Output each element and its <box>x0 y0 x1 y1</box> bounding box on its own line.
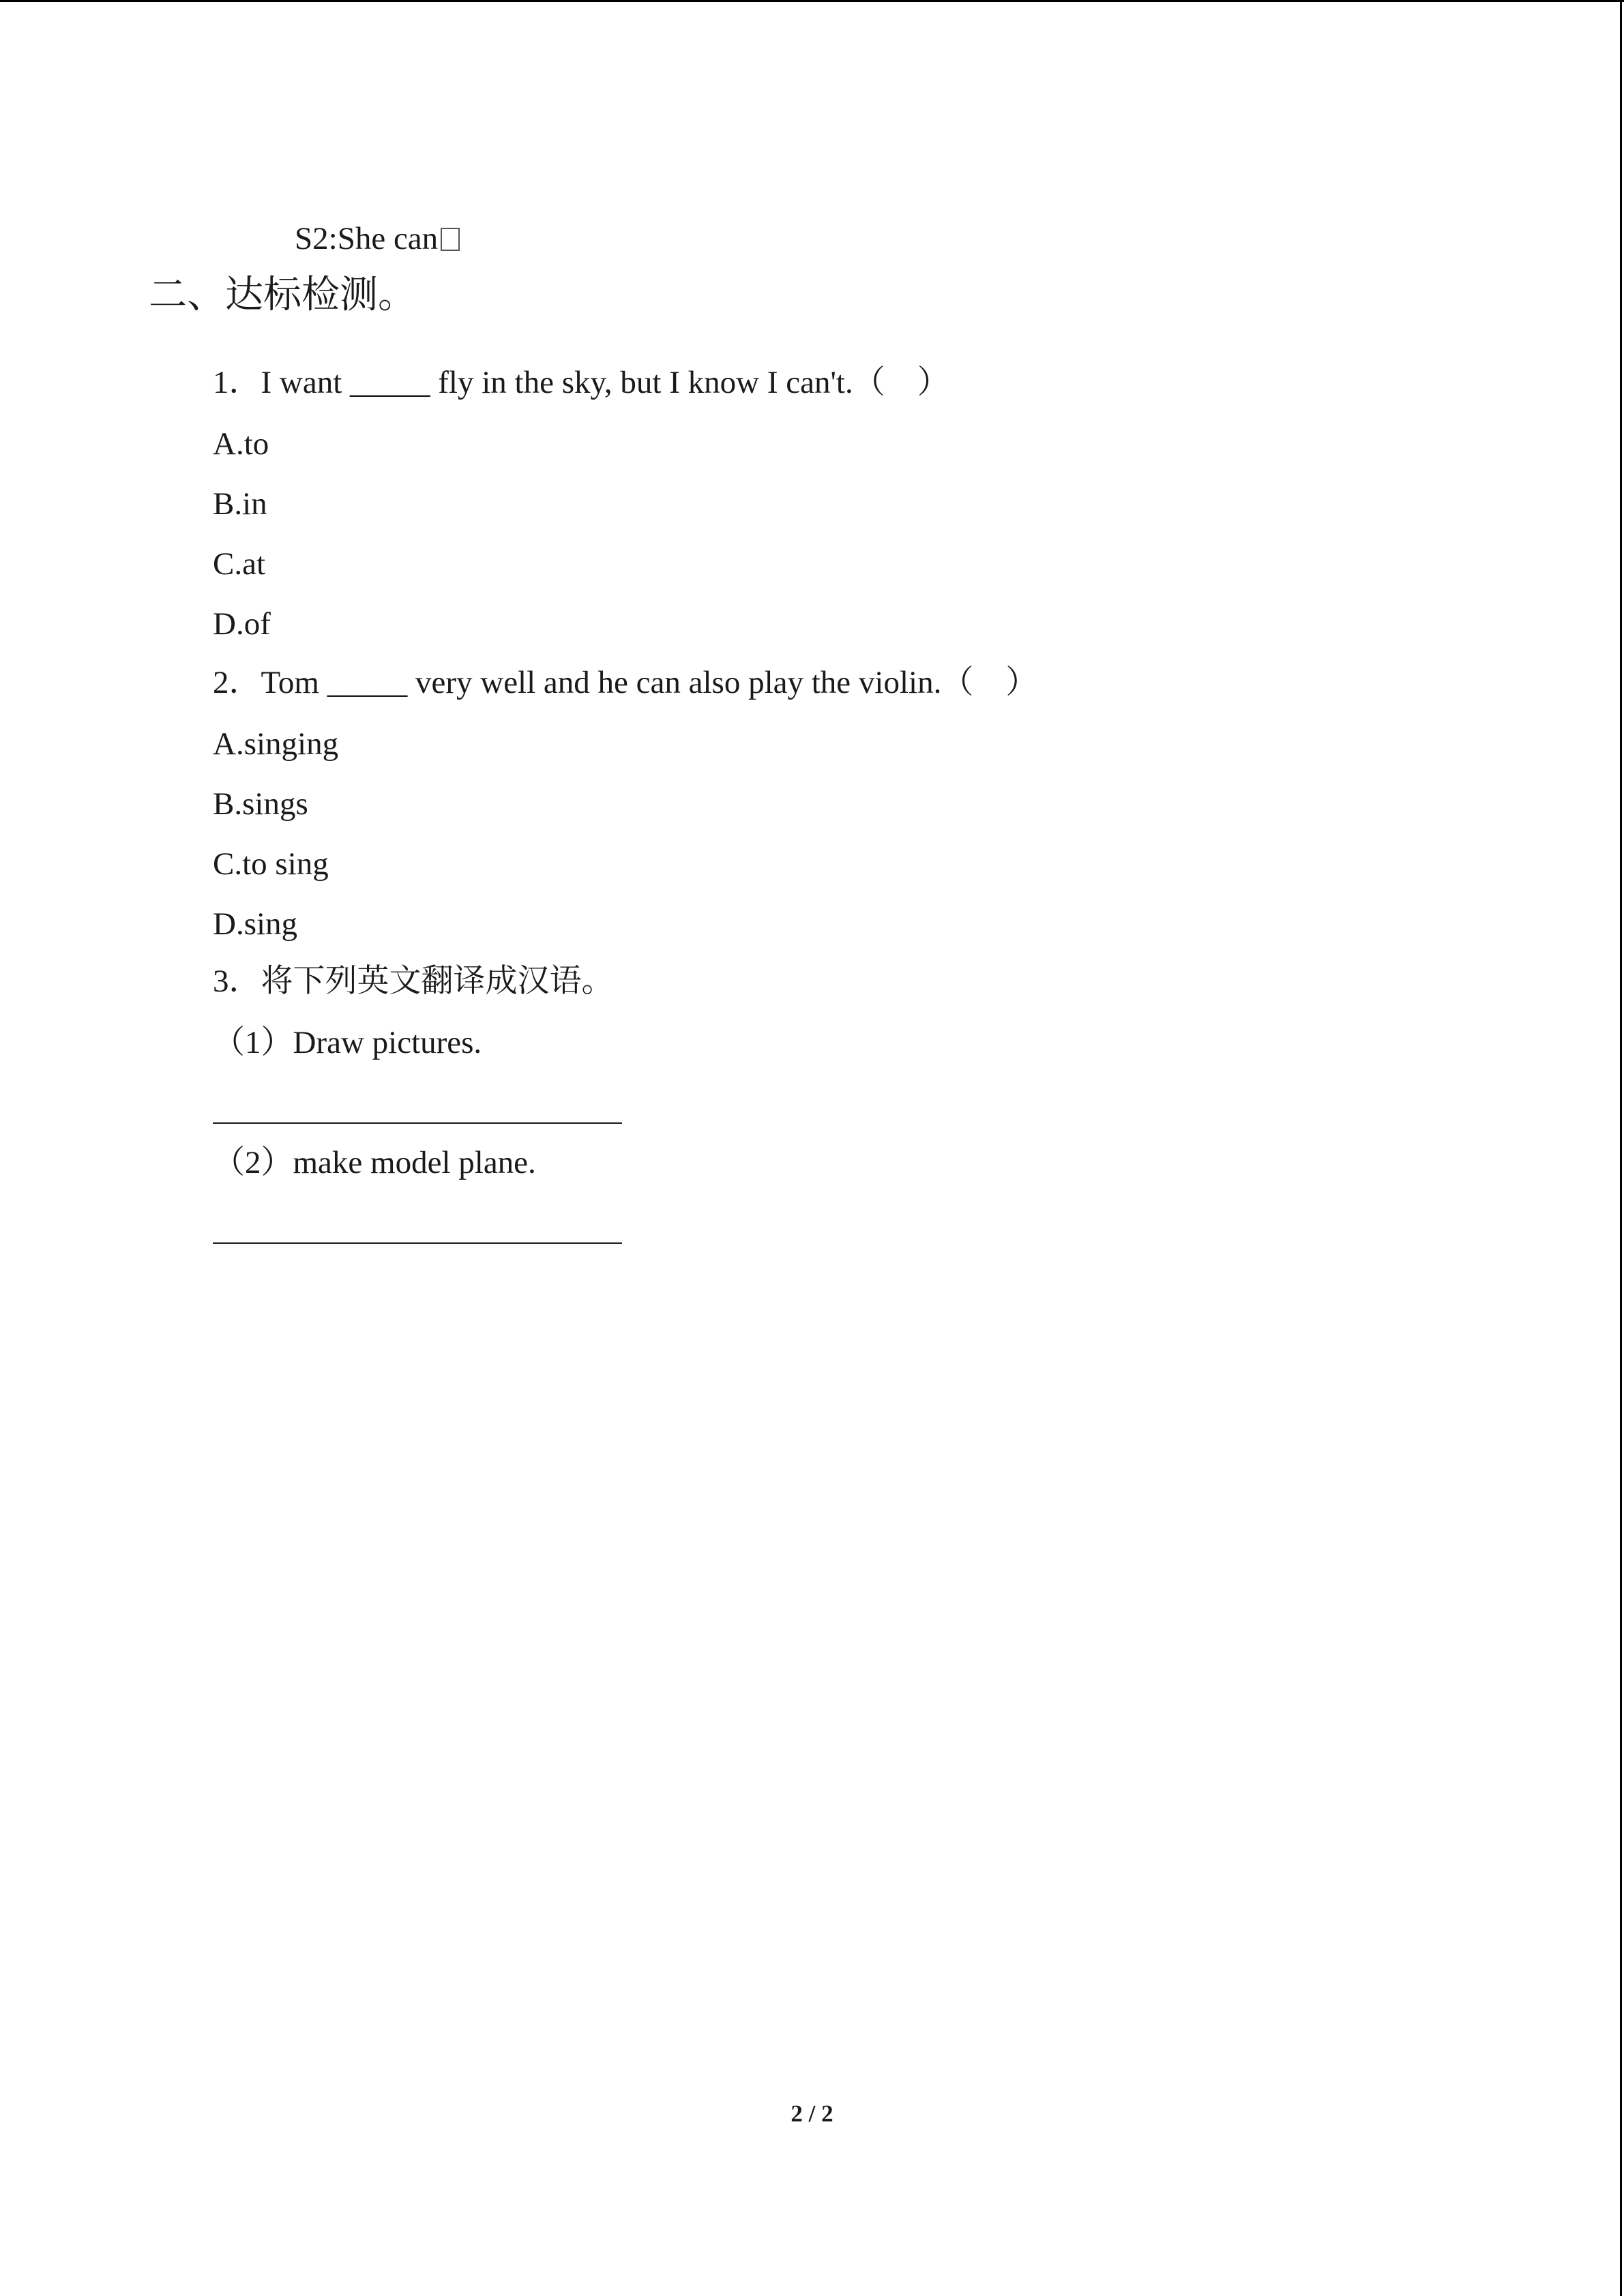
answer-line-1 <box>213 1122 622 1124</box>
section-heading: 二、达标检测。 <box>149 274 416 316</box>
question-3-item-1: （1）Draw pictures. <box>213 1025 482 1060</box>
question-2-option-a: A.singing <box>213 726 339 762</box>
speaker-line-text: S2:She can <box>295 221 439 256</box>
question-2-stem: 2．Tom _____ very well and he can also play the violin.（ ） <box>213 665 1038 700</box>
question-3-stem: 3．将下列英文翻译成汉语。 <box>213 964 614 999</box>
missing-glyph-box <box>441 228 460 251</box>
question-1-option-a: A.to <box>213 426 269 462</box>
question-1-option-b: B.in <box>213 486 267 522</box>
answer-line-2 <box>213 1242 622 1244</box>
speaker-line <box>295 223 460 255</box>
question-2-option-d: D.sing <box>213 906 298 942</box>
question-2-option-b: B.sings <box>213 786 308 822</box>
question-3-item-2: （2）make model plane. <box>213 1145 536 1180</box>
page-right-border <box>1620 0 1622 2296</box>
question-1-option-c: C.at <box>213 546 266 582</box>
question-1-option-d: D.of <box>213 606 271 642</box>
page-top-border <box>0 0 1624 2</box>
question-2-option-c: C.to sing <box>213 846 329 882</box>
question-1-stem: 1．I want _____ fly in the sky, but I know I can't.（ ） <box>213 365 949 400</box>
page-number: 2 / 2 <box>791 2100 833 2127</box>
